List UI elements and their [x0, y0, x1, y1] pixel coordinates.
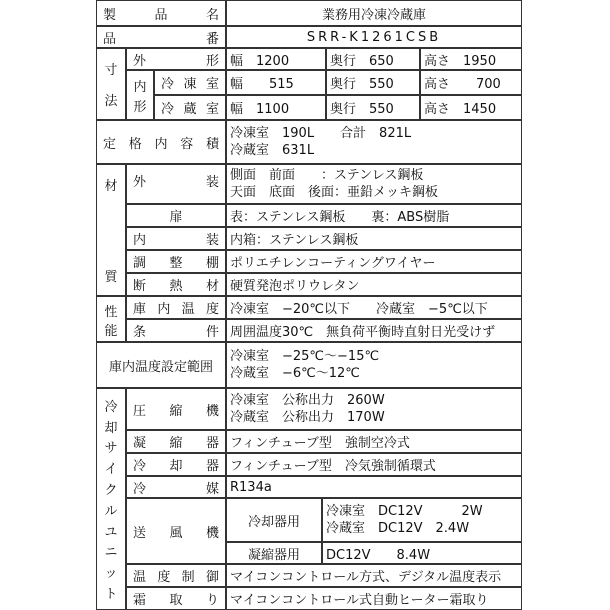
- label-char: り: [205, 593, 219, 608]
- label-char: 内: [133, 233, 147, 248]
- temp-range-line: 冷凍室 −25℃〜−15℃: [230, 349, 380, 364]
- label-char: 内: [133, 79, 147, 95]
- label-char: 条: [133, 325, 147, 340]
- defrost-value: マイコンコントロール式自動ヒーター霜取り: [226, 587, 522, 610]
- internal-temp-value: 冷凍室 −20℃以下 冷蔵室 −5℃以下: [226, 296, 522, 319]
- label-char: 凝: [133, 436, 147, 451]
- label-char: 品: [154, 7, 168, 23]
- label-char: 送: [133, 525, 147, 541]
- door-value: 表：ステンレス鋼板 裏：ABS樹脂: [226, 204, 522, 227]
- cooler-fan-value: [322, 498, 522, 542]
- condenser-fan-label: 凝縮器用: [226, 542, 322, 564]
- label-char: 性: [104, 305, 118, 320]
- label-char: 格: [128, 136, 142, 152]
- insulation-label: [126, 273, 226, 296]
- performance-group-label: [96, 296, 126, 342]
- compressor-line: 冷凍室 公称出力 260W: [230, 393, 385, 408]
- freezer-depth: 奥行 550: [326, 70, 420, 95]
- label-char: 寸: [104, 63, 118, 78]
- label-char: 冷: [161, 102, 175, 117]
- model-number-value: SRR-K1261CSB: [226, 26, 522, 48]
- label-char: 度: [205, 302, 219, 317]
- insulation-value: 硬質発泡ポリウレタン: [226, 273, 522, 296]
- label-char: 風: [169, 525, 183, 541]
- spec-table: [96, 0, 522, 610]
- condenser-fan-value: DC12V 8.4W: [322, 542, 522, 564]
- label-char: 圧: [133, 403, 147, 419]
- label-char: 品: [103, 31, 117, 47]
- defrost-label: [126, 587, 226, 610]
- label-char: サ: [104, 441, 118, 457]
- outer-height: 高さ 1950: [420, 48, 522, 70]
- capacity-line: 冷蔵室 631L: [230, 143, 315, 158]
- label-char: 内: [157, 302, 171, 317]
- label-char: 機: [205, 525, 219, 541]
- outer-depth: 奥行 650: [326, 48, 420, 70]
- fridge-height: 高さ 1450: [420, 95, 522, 120]
- refrigerant-label: [126, 476, 226, 498]
- label-char: 形: [133, 99, 147, 115]
- label-char: 容: [180, 136, 194, 152]
- product-name-label: [96, 0, 226, 26]
- door-label: 扉: [126, 204, 226, 227]
- label-char: ル: [104, 503, 118, 519]
- material-group-label: [96, 164, 126, 296]
- rated-capacity-value: [226, 120, 522, 164]
- label-char: 取: [169, 593, 183, 608]
- label-char: 断: [133, 279, 147, 294]
- label-char: ト: [104, 587, 118, 603]
- label-char: ッ: [104, 566, 118, 582]
- cooling-unit-group-label: [96, 388, 126, 610]
- temp-range-line: 冷蔵室 −6℃〜12℃: [230, 366, 360, 381]
- cooler-label: [126, 453, 226, 476]
- exterior-label: [126, 164, 226, 204]
- cooler-fan-label: 冷却器用: [226, 498, 322, 542]
- compressor-label: [126, 388, 226, 430]
- label-char: 積: [205, 136, 219, 152]
- label-char: 冷: [104, 399, 118, 415]
- label-char: 御: [205, 570, 219, 585]
- label-char: 蔵: [183, 102, 197, 117]
- label-char: 整: [169, 256, 183, 271]
- label-char: 庫: [133, 302, 147, 317]
- condition-label: [126, 319, 226, 342]
- label-char: 装: [205, 175, 219, 190]
- label-char: 冷: [133, 481, 147, 497]
- interior-label: [126, 227, 226, 250]
- fridge-dimensions-label: [154, 95, 226, 120]
- condenser-value: フィンチューブ型 強制空冷式: [226, 430, 522, 453]
- fridge-width: 幅 1100: [226, 95, 326, 120]
- label-char: 機: [205, 403, 219, 419]
- label-char: 温: [133, 570, 147, 585]
- label-char: 室: [205, 102, 219, 117]
- shelf-label: [126, 250, 226, 273]
- label-char: 縮: [169, 403, 183, 419]
- label-char: 形: [205, 53, 219, 69]
- label-char: 度: [157, 570, 171, 585]
- label-char: ク: [104, 483, 118, 499]
- shelf-value: ポリエチレンコーティングワイヤー: [226, 250, 522, 273]
- cooler-value: フィンチューブ型 冷気強制循環式: [226, 453, 522, 476]
- freezer-dimensions-label: [154, 70, 226, 95]
- freezer-width: 幅 515: [226, 70, 326, 95]
- cooler-fan-line: 冷蔵室 DC12V 2.4W: [326, 521, 470, 536]
- condition-value: 周囲温度30℃ 無負荷平衡時直射日光受けず: [226, 319, 522, 342]
- label-char: 質: [104, 270, 118, 285]
- label-char: ニ: [104, 545, 118, 561]
- inner-dimensions-label: [126, 70, 154, 120]
- internal-temp-label: [126, 296, 226, 319]
- label-char: 冷: [133, 459, 147, 474]
- label-char: 件: [205, 325, 219, 340]
- label-char: 製: [103, 7, 117, 23]
- label-char: 却: [104, 420, 118, 436]
- label-char: 定: [103, 136, 117, 152]
- label-char: 霜: [133, 593, 147, 608]
- refrigerant-value: R134a: [226, 476, 522, 498]
- label-char: 材: [205, 279, 219, 294]
- temp-control-value: マイコンコントロール方式、デジタル温度表示: [226, 564, 522, 587]
- exterior-line: 側面 前面 ：ステンレス鋼板: [230, 168, 424, 183]
- label-char: 縮: [169, 436, 183, 451]
- compressor-line: 冷蔵室 公称出力 170W: [230, 410, 385, 425]
- temp-range-label: 庫内温度設定範囲: [96, 342, 226, 388]
- label-char: 材: [104, 179, 118, 194]
- condenser-label: [126, 430, 226, 453]
- label-char: 外: [133, 53, 147, 69]
- label-char: 法: [104, 94, 118, 109]
- label-char: 制: [181, 570, 195, 585]
- label-char: 室: [205, 77, 219, 92]
- label-char: 名: [205, 7, 219, 23]
- label-char: 器: [205, 459, 219, 474]
- label-char: 調: [133, 256, 147, 271]
- fridge-depth: 奥行 550: [326, 95, 420, 120]
- freezer-height: 高さ 700: [420, 70, 522, 95]
- dimensions-group-label: [96, 48, 126, 120]
- product-name-value: 業務用冷凍冷蔵庫: [226, 0, 522, 26]
- outer-dimensions-label: [126, 48, 226, 70]
- label-char: 内: [154, 136, 168, 152]
- label-char: 冷: [161, 77, 175, 92]
- label-char: 熱: [169, 279, 183, 294]
- model-number-label: [96, 26, 226, 48]
- compressor-value: [226, 388, 522, 430]
- outer-width: 幅 1200: [226, 48, 326, 70]
- label-char: 温: [181, 302, 195, 317]
- label-char: 装: [205, 233, 219, 248]
- label-char: 能: [104, 324, 118, 339]
- exterior-line: 天面 底面 後面：亜鉛メッキ鋼板: [230, 185, 439, 200]
- cooler-fan-line: 冷凍室 DC12V 2W: [326, 504, 483, 519]
- interior-value: 内箱：ステンレス鋼板: [226, 227, 522, 250]
- fan-label: [126, 498, 226, 564]
- temp-control-label: [126, 564, 226, 587]
- capacity-line: 冷凍室 190L 合計 821L: [230, 126, 412, 141]
- temp-range-value: [226, 342, 522, 388]
- label-char: 凍: [183, 77, 197, 92]
- label-char: 媒: [205, 481, 219, 497]
- label-char: 却: [169, 459, 183, 474]
- label-char: 器: [205, 436, 219, 451]
- rated-capacity-label: [96, 120, 226, 164]
- label-char: 棚: [205, 256, 219, 271]
- exterior-value: [226, 164, 522, 204]
- label-char: イ: [104, 462, 118, 478]
- label-char: 外: [133, 175, 147, 190]
- label-char: 番: [205, 31, 219, 47]
- label-char: ユ: [104, 524, 118, 540]
